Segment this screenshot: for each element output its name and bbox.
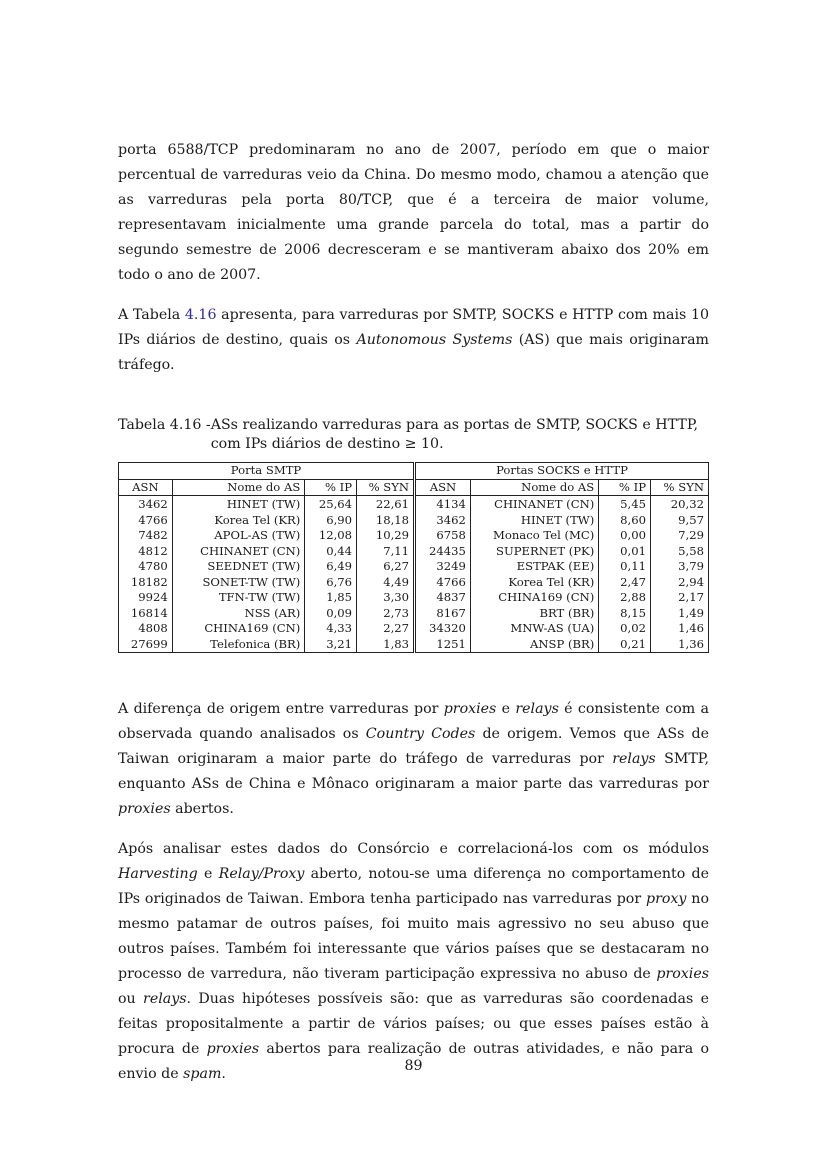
column-header: % SYN (651, 479, 709, 496)
text-segment: é consistente com a observada quando analisados os (118, 701, 709, 742)
group-header-socks-http: Portas SOCKS e HTTP (415, 463, 709, 480)
table-column-header-row (119, 479, 709, 496)
table-cell: 1251 (415, 637, 471, 653)
table-row (119, 544, 709, 560)
column-header: ASN (415, 479, 471, 496)
italic-term: Country Codes (365, 726, 476, 742)
column-header: % IP (305, 479, 357, 496)
column-header: ASN (119, 479, 173, 496)
table-cell: 4837 (415, 590, 471, 606)
text-segment: (AS) que mais originaram tráfego. (118, 332, 710, 373)
table-cell: 27699 (119, 637, 173, 653)
table-cell: 1,49 (651, 606, 709, 622)
text-segment: A diferença de origem entre varreduras por (118, 701, 444, 717)
column-header: Nome do AS (470, 479, 598, 496)
table-cell: 6,49 (305, 559, 357, 575)
table-cell: 4780 (119, 559, 173, 575)
table-cell: 7482 (119, 528, 173, 544)
table-cell: 7,29 (651, 528, 709, 544)
table-cell: 2,27 (383, 621, 410, 635)
table-cell: 0,09 (305, 606, 357, 622)
italic-term: relays (143, 991, 187, 1007)
table-row (119, 513, 709, 529)
table-cell: 6758 (415, 528, 471, 544)
table-row (119, 637, 709, 653)
table-cell: 8,15 (599, 606, 651, 622)
table-cell: SONET-TW (TW) (172, 575, 304, 591)
table-cell: NSS (AR) (172, 606, 304, 622)
table-cell: 12,08 (305, 528, 357, 544)
table-cell: ANSP (BR) (470, 637, 598, 653)
caption-text: ASs realizando varreduras para as portas de SMTP, SOCKS e HTTP, com IPs diários de destino ≥ 10. (210, 417, 699, 452)
table-cell: 4134 (415, 496, 471, 513)
italic-term: spam (183, 1066, 222, 1082)
italic-term: proxies (118, 801, 171, 817)
table-cell: HINET (TW) (470, 513, 598, 529)
table-cell: 16814 (119, 606, 173, 622)
table-cell: 3462 (415, 513, 471, 529)
as-scan-table (118, 462, 709, 653)
table-cell: 1,36 (651, 637, 709, 653)
table-cell: 8,60 (599, 513, 651, 529)
table-row (119, 621, 709, 637)
column-header: % SYN (357, 479, 415, 496)
text-segment: de origem. Vemos que ASs de Taiwan originaram a maior parte do tráfego de varreduras por (118, 726, 710, 767)
text-segment: no mesmo patamar de outros países, foi muito mais agressivo no seu abuso que outros países. Também foi interessante que vários países que se destacaram no processo de varredura, não tiveram participação expressiva no abuso de (118, 891, 709, 982)
table-cell: 4808 (119, 621, 173, 637)
table-cell: 9,57 (651, 513, 709, 529)
table-cell: 0,01 (599, 544, 651, 560)
table-cell: 2,73 (383, 605, 410, 620)
table-caption (118, 416, 709, 454)
table-row (119, 559, 709, 575)
table-row (119, 528, 709, 544)
table-cell: Korea Tel (KR) (172, 513, 304, 529)
text-segment: abertos. (170, 801, 234, 817)
table-cell: 6,90 (305, 513, 357, 529)
table-cell: 2,88 (599, 590, 651, 606)
italic-term: proxies (656, 966, 709, 982)
table-cell: Korea Tel (KR) (470, 575, 598, 591)
table-cell: 8167 (415, 606, 471, 622)
table-cell: CHINA169 (CN) (470, 590, 598, 606)
text-segment: Após analisar estes dados do Consórcio e correlacioná-los com os módulos (118, 841, 709, 857)
italic-term: relays (612, 751, 656, 767)
table-cell: SEEDNET (TW) (172, 559, 304, 575)
text-segment: apresenta, para varreduras por SMTP, SOCKS e HTTP com mais 10 IPs diários de destino, quais os (118, 307, 709, 348)
table-cell: 0,00 (599, 528, 651, 544)
table-cell: 18182 (119, 575, 173, 591)
table-cell: MNW-AS (UA) (470, 621, 598, 637)
caption-label: Tabela 4.16 - (118, 417, 211, 433)
table-cell: 6,27 (383, 559, 410, 573)
table-cell: Telefonica (BR) (172, 637, 304, 653)
table-cell: 1,46 (651, 621, 709, 637)
table-cell: 4,33 (305, 621, 357, 637)
text-segment: aberto, notou-se uma diferença no comportamento de IPs originados de Taiwan. Embora tenha participado nas varreduras por (118, 866, 709, 907)
table-cell: HINET (TW) (172, 496, 304, 513)
table-cell: CHINANET (CN) (172, 544, 304, 560)
table-cell: 34320 (415, 621, 471, 637)
table-cell: TFN-TW (TW) (172, 590, 304, 606)
italic-term: proxies (206, 1041, 260, 1057)
table-cell: 3462 (119, 496, 173, 513)
italic-term: Harvesting (118, 866, 198, 882)
page-content (118, 138, 709, 1087)
table-cell: 3,30 (383, 590, 410, 604)
italic-term: relays (515, 701, 559, 717)
table-cell: Monaco Tel (MC) (470, 528, 598, 544)
table-cell: 24435 (415, 544, 471, 560)
table-cell: 9924 (119, 590, 173, 606)
table-cell: ESTPAK (EE) (470, 559, 598, 575)
table-group-header-row (119, 463, 709, 480)
text-segment: . (221, 1066, 226, 1082)
text-segment: e (496, 701, 516, 717)
table-cell: BRT (BR) (470, 606, 598, 622)
table-row (119, 575, 709, 591)
text-segment: A Tabela (118, 307, 185, 323)
table-cell: 3249 (415, 559, 471, 575)
table-cell: 3,21 (305, 637, 357, 653)
table-cell: 1,83 (357, 637, 415, 653)
table-cell: 5,45 (599, 496, 651, 513)
table-cell: 22,61 (357, 496, 415, 513)
table-cell: 7,11 (383, 543, 410, 558)
table-cell: CHINA169 (CN) (172, 621, 304, 637)
table-cell: CHINANET (CN) (470, 496, 598, 513)
table-cell: 4766 (415, 575, 471, 591)
italic-term: Relay/Proxy (218, 866, 305, 882)
table-cell: 4766 (119, 513, 173, 529)
text-segment: e (197, 866, 219, 882)
paragraph-port-6588: porta 6588/TCP predominaram no ano de 2007, período em que o maior percentual de varreduras veio da China. Do mesmo modo, chamou a atenção que as varreduras pela porta 80/TCP, que é a terceira de maior volume, representavam inicialmente uma grande parcela do total, mas a partir do segundo semestre de 2006 decresceram e se mantiveram abaixo dos 20% em todo o ano de 2007. (118, 142, 709, 283)
table-reference-link[interactable]: 4.16 (184, 307, 217, 323)
table-cell: 2,94 (651, 575, 709, 591)
table-cell: 0,02 (599, 621, 651, 637)
table-cell: 0,44 (305, 544, 357, 560)
italic-term: Autonomous Systems (356, 332, 513, 348)
table-cell: 18,18 (375, 512, 410, 527)
table-cell: 3,79 (651, 559, 709, 575)
text-segment: ou (118, 991, 144, 1007)
table-cell: 5,58 (651, 544, 709, 560)
column-header: % IP (599, 479, 651, 496)
paragraph-table-intro (118, 303, 709, 378)
text-segment: . Duas hipóteses possíveis são: que as varreduras são coordenadas e feitas propositalmente a partir de vários países; ou que esses países estão à procura de (118, 991, 709, 1057)
table-cell: 0,21 (599, 637, 651, 653)
table-cell: 25,64 (305, 496, 357, 513)
table-cell: APOL-AS (TW) (172, 528, 304, 544)
table-cell: 1,85 (305, 590, 357, 606)
italic-term: proxies (443, 701, 497, 717)
table-cell: SUPERNET (PK) (470, 544, 598, 560)
table-row (119, 496, 709, 513)
table-row (119, 606, 709, 622)
group-header-smtp: Porta SMTP (119, 463, 415, 480)
paragraph-origin-difference (118, 697, 709, 822)
paragraph-analysis (118, 837, 709, 1087)
table-row (119, 590, 709, 606)
table-cell: 10,29 (375, 528, 410, 542)
table-cell: 6,76 (305, 575, 357, 591)
table-cell: 0,11 (599, 559, 651, 575)
column-header: Nome do AS (172, 479, 304, 496)
table-cell: 4,49 (383, 574, 410, 589)
table-cell: 2,47 (599, 575, 651, 591)
text-segment: SMTP, enquanto ASs de China e Mônaco originaram a maior parte das varreduras por (118, 751, 709, 792)
table-cell: 20,32 (651, 496, 709, 513)
table-cell: 2,17 (651, 590, 709, 606)
italic-term: proxy (646, 891, 687, 907)
table-cell: 4812 (119, 544, 173, 560)
page-number: 89 (404, 1058, 423, 1074)
text-segment: abertos para realização de outras atividades, e não para o envio de (118, 1041, 709, 1082)
